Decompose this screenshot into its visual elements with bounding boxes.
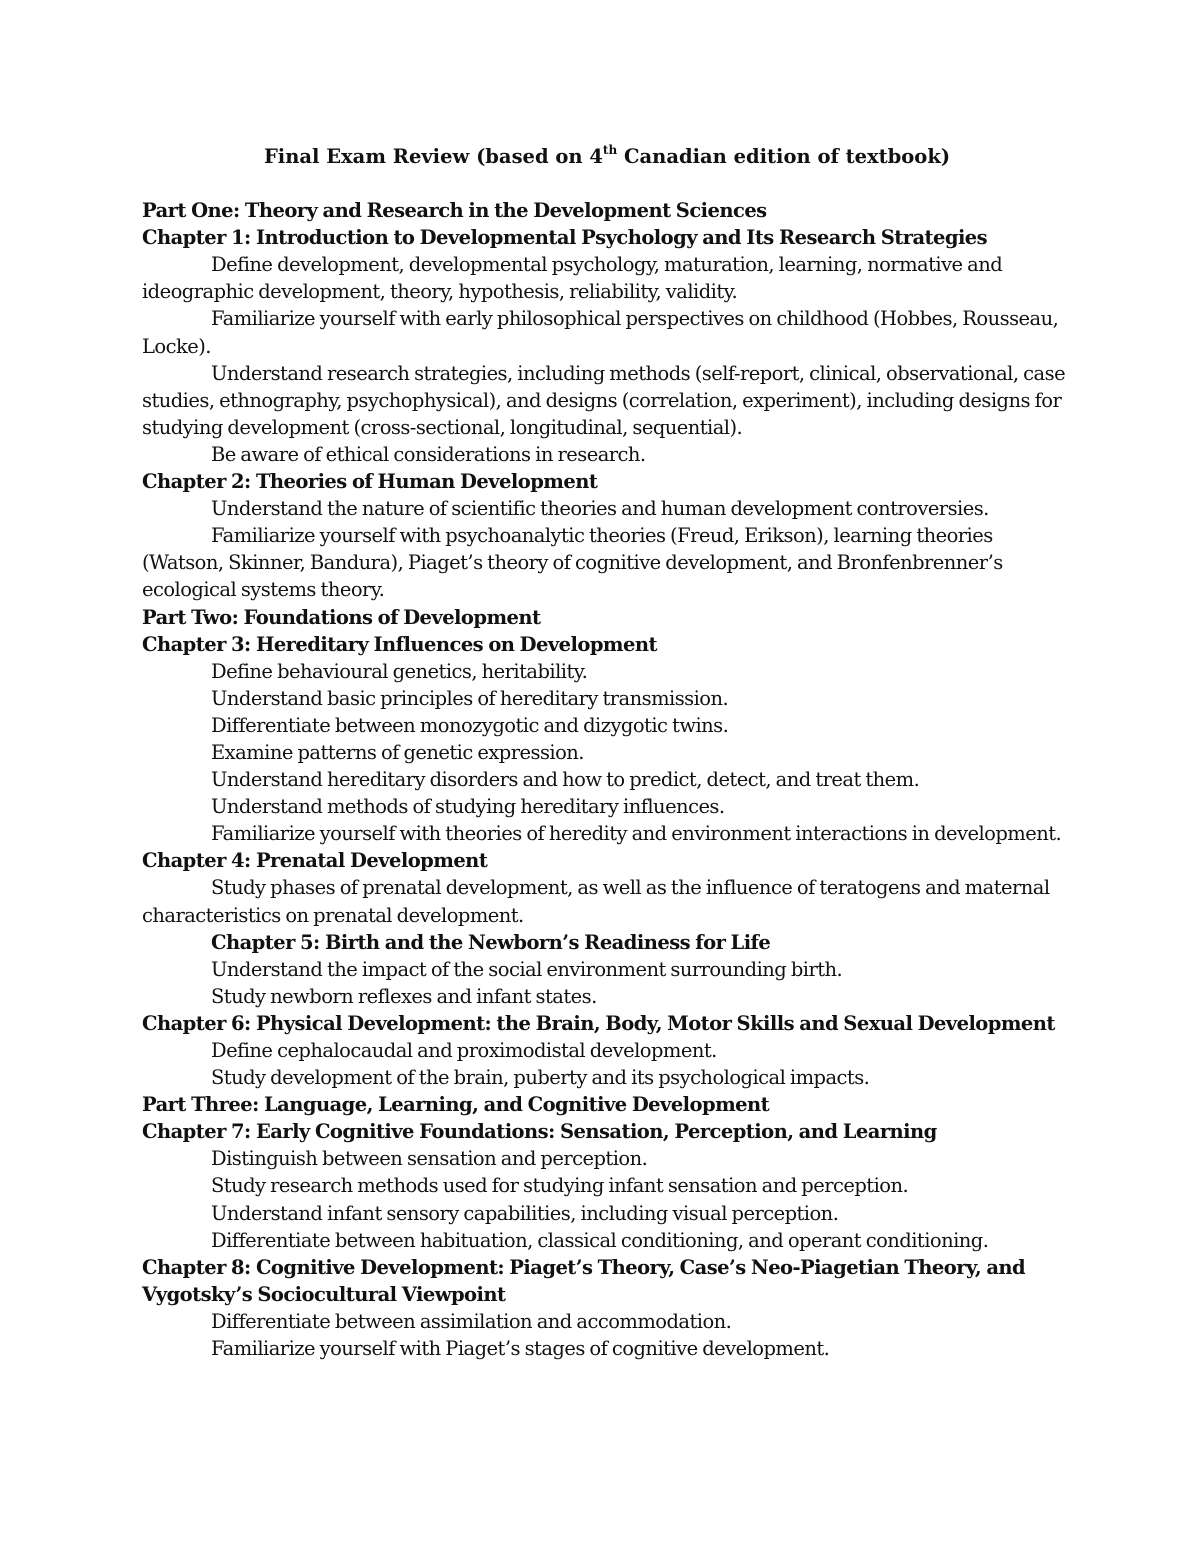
title-text-before: Final Exam Review (based on 4 — [263, 145, 603, 168]
chapter-3-item: Understand basic principles of hereditary transmission. — [211, 686, 729, 710]
chapter-3-item: Understand hereditary disorders and how to predict, detect, and treat them. — [211, 768, 920, 792]
chapter-7-item: Study research methods used for studying infant sensation and perception. — [211, 1174, 909, 1198]
title-text-after: Canadian edition of textbook) — [617, 145, 951, 168]
chapter-2-heading: Chapter 2: Theories of Human Development — [142, 470, 598, 494]
chapter-3-item: Understand methods of studying hereditary influences. — [211, 795, 725, 819]
chapter-1-item: Be aware of ethical considerations in research. — [211, 442, 646, 466]
chapter-6-heading: Chapter 6: Physical Development: the Brain, Body, Motor Skills and Sexual Development — [142, 1011, 1055, 1035]
chapter-7-item: Understand infant sensory capabilities, including visual perception. — [211, 1201, 839, 1225]
part-one-heading: Part One: Theory and Research in the Development Sciences — [142, 199, 767, 223]
chapter-5-item: Understand the impact of the social environment surrounding birth. — [211, 957, 843, 981]
chapter-6-item: Define cephalocaudal and proximodistal development. — [211, 1039, 717, 1062]
chapter-3-heading: Chapter 3: Hereditary Influences on Development — [142, 632, 657, 656]
chapter-5-item: Study newborn reflexes and infant states. — [211, 984, 597, 1008]
chapter-2-item: Familiarize yourself with psychoanalytic theories (Freud, Erikson), learning theories (Watson, Skinner, Bandura), Piaget’s theory of cognitive development, and Bronfenbrenner’s ecological systems theory. — [142, 524, 1003, 602]
chapter-1-item: Define development, developmental psychology, maturation, learning, normative and ideographic development, theory, hypothesis, reliability, validity. — [142, 253, 1003, 304]
chapter-8-item: Differentiate between assimilation and accommodation. — [211, 1309, 732, 1333]
chapter-8-heading: Chapter 8: Cognitive Development: Piaget’s Theory, Case’s Neo-Piagetian Theory, and Vygotsky’s Sociocultural Viewpoint — [142, 1255, 1026, 1306]
chapter-6-item: Study development of the brain, puberty and its psychological impacts. — [211, 1066, 870, 1090]
chapter-7-heading: Chapter 7: Early Cognitive Foundations: Sensation, Perception, and Learning — [142, 1120, 937, 1144]
part-two-heading: Part Two: Foundations of Development — [142, 605, 541, 629]
chapter-7-item: Differentiate between habituation, classical conditioning, and operant conditioning. — [211, 1228, 989, 1252]
chapter-3-item: Define behavioural genetics, heritability. — [211, 659, 588, 683]
chapter-3-item: Examine patterns of genetic expression. — [211, 740, 584, 764]
chapter-1-item: Understand research strategies, including methods (self-report, clinical, observational, case studies, ethnography, psychophysical), and designs (correlation, experiment), including designs for studying development (cross-sectional, longitudinal, sequential). — [142, 361, 1066, 439]
chapter-3-item: Familiarize yourself with theories of heredity and environment interactions in development. — [211, 822, 1062, 846]
title-superscript: th — [602, 142, 618, 157]
chapter-1-heading: Chapter 1: Introduction to Developmental Psychology and Its Research Strategies — [142, 226, 988, 250]
part-three-heading: Part Three: Language, Learning, and Cognitive Development — [142, 1093, 770, 1117]
document-title — [142, 143, 1072, 170]
chapter-4-item: Study phases of prenatal development, as well as the influence of teratogens and maternal characteristics on prenatal development. — [142, 876, 1050, 927]
chapter-5-heading: Chapter 5: Birth and the Newborn’s Readiness for Life — [211, 930, 771, 954]
chapter-4-heading: Chapter 4: Prenatal Development — [142, 849, 488, 873]
chapter-8-item: Familiarize yourself with Piaget’s stages of cognitive development. — [211, 1337, 830, 1361]
document-page — [142, 143, 1072, 1362]
chapter-1-item: Familiarize yourself with early philosophical perspectives on childhood (Hobbes, Rousseau, Locke). — [142, 307, 1059, 358]
chapter-3-item: Differentiate between monozygotic and dizygotic twins. — [211, 713, 729, 737]
chapter-7-item: Distinguish between sensation and perception. — [211, 1147, 648, 1171]
chapter-2-item: Understand the nature of scientific theories and human development controversies. — [211, 497, 989, 521]
